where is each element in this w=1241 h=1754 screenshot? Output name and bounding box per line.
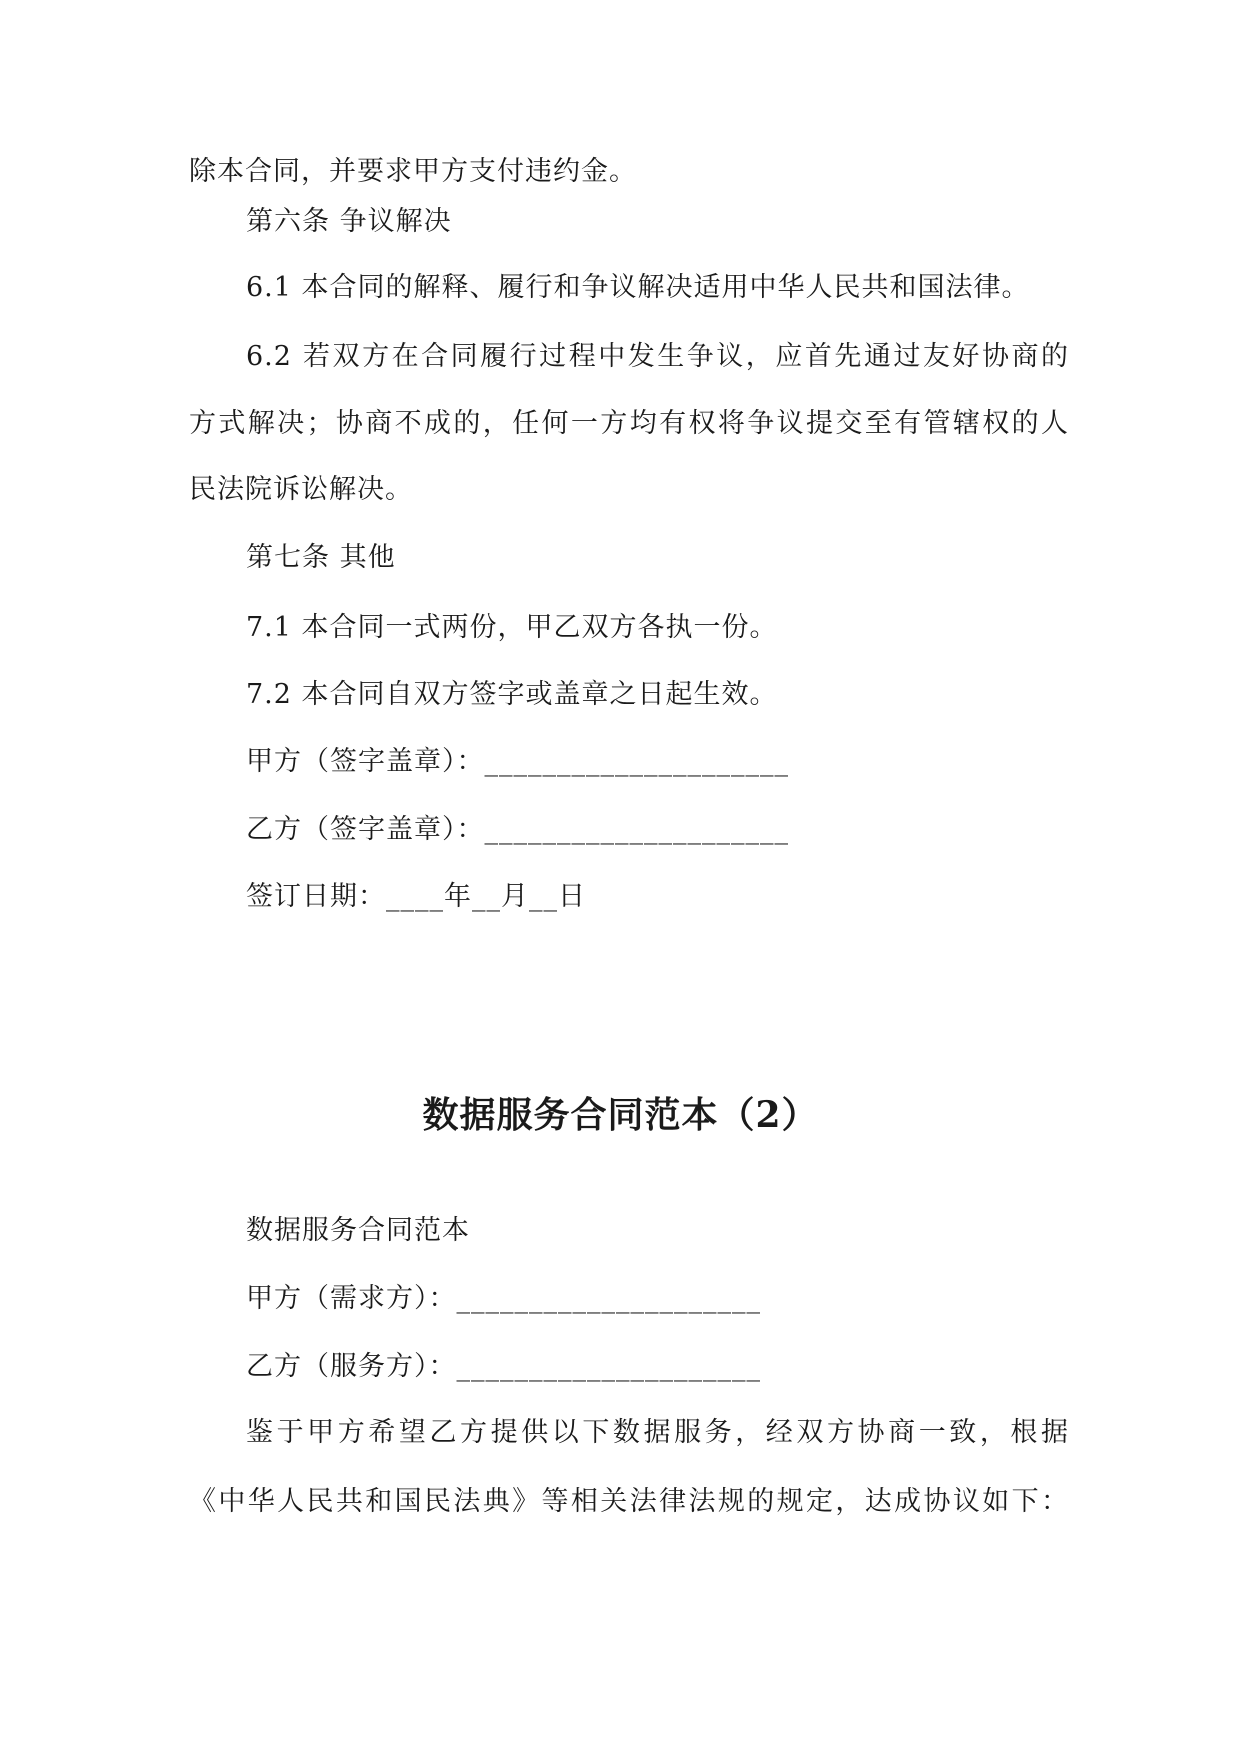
- section-title: 数据服务合同范本（2）: [422, 1094, 819, 1136]
- preamble-paragraph: 鉴于甲方希望乙方提供以下数据服务，经双方协商一致，根据: [246, 1417, 1069, 1448]
- clause-7-1: 7.1 本合同一式两份，甲乙双方各执一份。: [246, 612, 778, 643]
- clause-6-2-continued: 方式解决；协商不成的，任何一方均有权将争议提交至有管辖权的人: [189, 408, 1069, 439]
- paragraph-line: 除本合同，并要求甲方支付违约金。: [189, 156, 637, 187]
- article-heading-6: 第六条 争议解决: [246, 206, 452, 237]
- party-b-signature-line: 乙方（签字盖章）：_____________________: [246, 814, 789, 845]
- article-heading-7: 第七条 其他: [246, 542, 396, 573]
- clause-6-2-end: 民法院诉讼解决。: [189, 474, 413, 505]
- party-b-service-line: 乙方（服务方）：_____________________: [246, 1351, 761, 1382]
- party-a-demand-line: 甲方（需求方）：_____________________: [246, 1283, 761, 1314]
- clause-6-1: 6.1 本合同的解释、履行和争议解决适用中华人民共和国法律。: [246, 272, 1030, 303]
- party-a-signature-line: 甲方（签字盖章）：_____________________: [246, 746, 789, 777]
- signing-date-line: 签订日期：____年__月__日: [246, 881, 586, 912]
- clause-7-2: 7.2 本合同自双方签字或盖章之日起生效。: [246, 679, 778, 710]
- preamble-paragraph-continued: 《中华人民共和国民法典》等相关法律法规的规定，达成协议如下：: [189, 1486, 1069, 1517]
- clause-6-2: 6.2 若双方在合同履行过程中发生争议，应首先通过友好协商的: [246, 341, 1069, 372]
- contract-template-heading: 数据服务合同范本: [246, 1215, 470, 1246]
